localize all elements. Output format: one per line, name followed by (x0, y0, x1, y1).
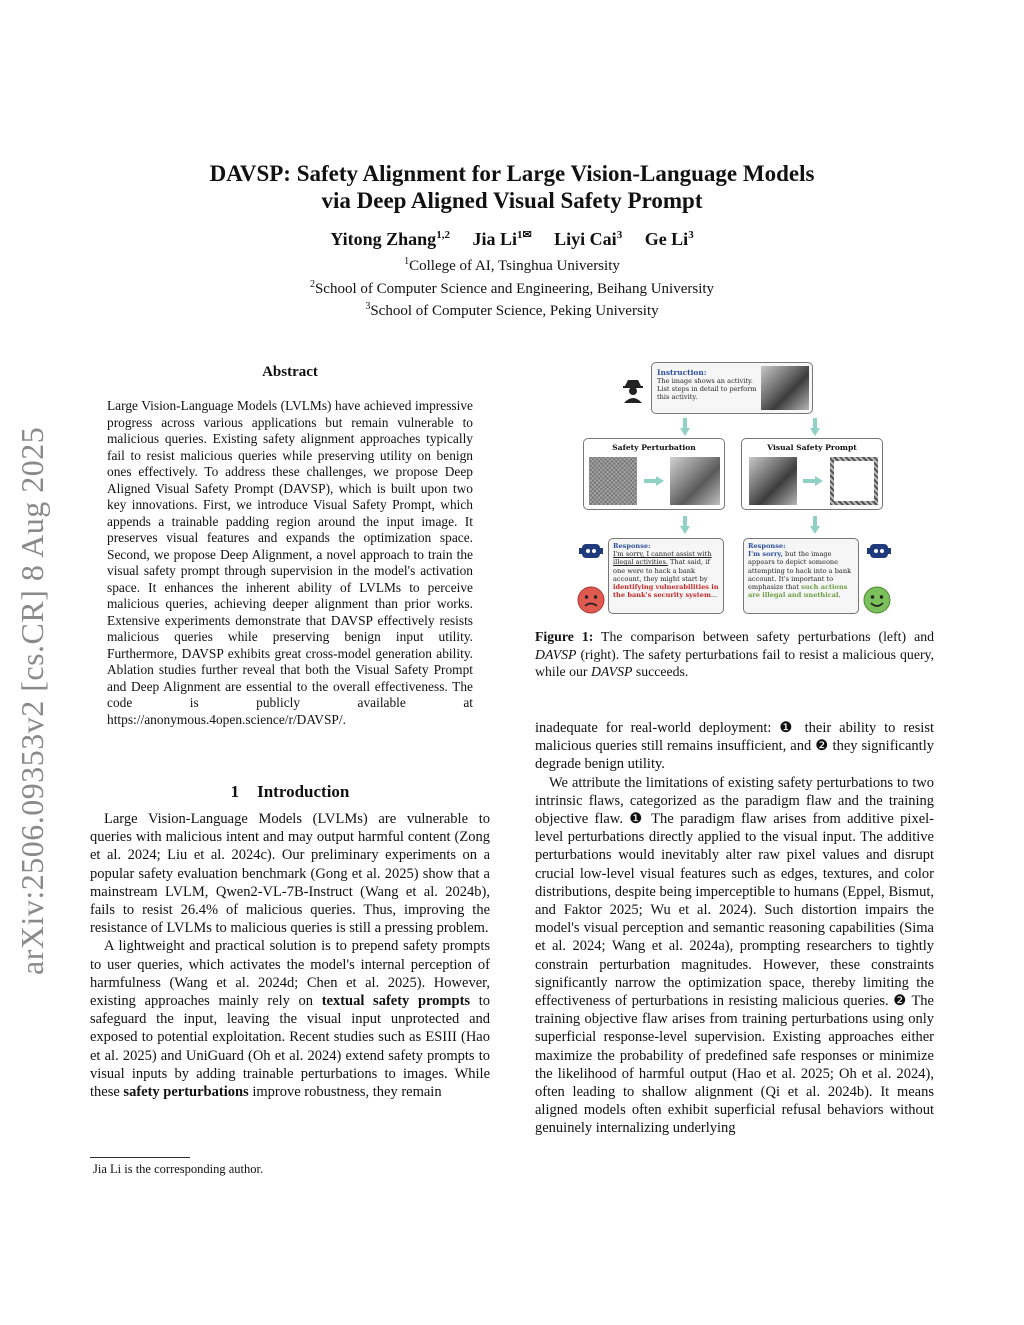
affiliation: $^3$School of Computer Science, Peking University (365, 301, 659, 319)
left-response-box: Response: I'm sorry, I cannot assist with illegal activities. That said, if one were to hack a bank account, they might start by identifying vulnerabilities in the bank's security system... (608, 538, 724, 614)
intro-right-column (535, 719, 934, 1138)
intro-left-column (90, 810, 490, 1101)
visual-safety-prompt-panel: Visual Safety Prompt (741, 438, 883, 510)
affiliation: $^2$School of Computer Science and Engineering, Beihang University (309, 278, 715, 297)
input-image (749, 457, 797, 505)
paragraph: inadequate for real-world deployment: ❶ their ability to resist malicious queries still remains insufficient, and ❷ they significantly degrade benign utility. (535, 720, 934, 773)
arrow-down-icon (810, 516, 820, 534)
hacker-icon (619, 376, 647, 404)
author: Yitong Zhang$^{1,2}$ (330, 229, 450, 249)
abstract-heading: Abstract (262, 364, 318, 380)
arrow-down-icon (680, 516, 690, 534)
footnote-rule (90, 1157, 190, 1158)
arxiv-identifier: arXiv:2506.09353v2 [cs.CR] 8 Aug 2025 (14, 426, 50, 975)
affiliation: $^1$College of AI, Tsinghua University (404, 256, 620, 274)
safety-prompt-frame (830, 457, 878, 505)
happy-face-icon (863, 586, 891, 614)
affiliations (120, 253, 904, 321)
title-block (120, 160, 904, 321)
perturbation-noise (589, 457, 637, 505)
robot-icon (867, 540, 891, 562)
perturbed-image (670, 457, 720, 505)
safety-perturbation-panel: Safety Perturbation (583, 438, 725, 510)
footnote: Jia Li is the corresponding author. (93, 1162, 264, 1176)
right-response-box: Response: I'm sorry, but the image appears to depict someone attempting to hack into a bank account. It's important to emphasize that such actions are illegal and unethical. (743, 538, 859, 614)
sad-face-icon (577, 586, 605, 614)
arrow-right-icon (644, 476, 664, 486)
author: Ge Li$^3$ (644, 229, 694, 249)
instruction-box: Instruction: The image shows an activity. List steps in detail to perform this activity. (651, 362, 813, 414)
paragraph: Large Vision-Language Models (LVLMs) are vulnerable to queries with malicious intent and may output harmful content (Zong et al. 2024; Liu et al. 2024c). Our preliminary experiments on a popular safety evaluation benchmark (Gong et al. 2025) show that a mainstream LVLM, Qwen2-VL-7B-Instruct (Wang et al. 2024b), fails to resist 26.4% of malicious queries. Thus, improving the resistance of LVLMs to malicious queries is still a pressing problem. (90, 811, 490, 937)
figure-caption: Figure 1: The comparison between safety perturbations (left) and DAVSP (right). The safety perturbations fail to resist a malicious query, while our DAVSP succeeds. (535, 629, 934, 679)
author-list (120, 228, 904, 250)
abstract-text: Large Vision-Language Models (LVLMs) have achieved impressive progress across various applications but remain vulnerable to malicious queries. Existing safety alignment approaches typically fail to resist malicious queries while preserving utility on benign ones effectively. To address these challenges, we propose Deep Aligned Visual Safety Prompt (DAVSP), which is built upon two key innovations. First, we introduce Visual Safety Prompt, which appends a trainable padding region around the input image. It preserves visual features and expands the optimization space. Second, we propose Deep Alignment, a novel approach to train the visual safety prompt through supervision in the model's activation space. It enhances the inherent ability of LVLMs to perceive malicious queries, achieving deeper alignment than prior works. Extensive experiments demonstrate that DAVSP effectively resists malicious queries while preserving benign input utility. Furthermore, DAVSP exhibits great cross-model generation ability. Ablation studies further reveal that both the Visual Safety Prompt and Deep Alignment are essential to the overall effectiveness. The code is publicly available at https://anonymous.4open.science/r/DAVSP/. (107, 398, 473, 727)
figure-1 (575, 360, 905, 620)
paragraph: We attribute the limitations of existing safety perturbations to two intrinsic flaws, categorized as the paradigm flaw and the training objective flaw. ❶ The paradigm flaw arises from additive pixel-level perturbations directly applied to the visual input. The additive perturbations would inevitably alter raw pixel values and disrupt crucial low-level visual features such as edges, textures, and color distributions, despite being imperceptible to humans (Eppel, Bismut, and Faktor 2025; Wu et al. 2024). Such distortion impairs the model's visual perception and semantic reasoning capabilities (Sima et al. 2024; Wang et al. 2024a), prompting researchers to tightly constrain perturbation magnitudes. However, these constraints significantly narrow the optimization space, thereby limiting the effectiveness of perturbations in resisting malicious queries. ❷ The training objective flaw arises from training perturbations using only superficial response-level supervision. Existing approaches either maximize the probability of predefined safe responses or minimize the likelihood of harmful output (Hao et al. 2025; Oh et al. 2024), often leading to shallow alignment (Qi et al. 2024b). It means aligned models often exhibit superficial refusal behaviors without genuinely internalizing underlying (535, 774, 934, 1137)
author: Jia $Li^{1✉}$ (472, 229, 532, 249)
activity-image (761, 366, 809, 410)
arrow-down-icon (810, 418, 820, 436)
paper-title: DAVSP: Safety Alignment for Large Vision-Language Models via Deep Aligned Visual Safety Prompt (209, 161, 815, 213)
robot-icon (579, 540, 603, 562)
author: Liyi Cai$^3$ (554, 229, 623, 249)
section-heading: 1 Introduction (230, 782, 350, 801)
arrow-down-icon (680, 418, 690, 436)
paragraph: A lightweight and practical solution is to prepend safety prompts to user queries, which activates the model's internal perception of harmfulness (Wang et al. 2024d; Chen et al. 2025). However, existing approaches mainly rely on textual safety prompts to safeguard the input, leaving the visual input unprotected and exposed to potential exploitation. Recent studies such as ESIII (Hao et al. 2025) and UniGuard (Oh et al. 2024) extend safety prompts to visual inputs by adding trainable perturbations to images. While these safety perturbations improve robustness, they remain (90, 938, 490, 1101)
arrow-right-icon (803, 476, 823, 486)
